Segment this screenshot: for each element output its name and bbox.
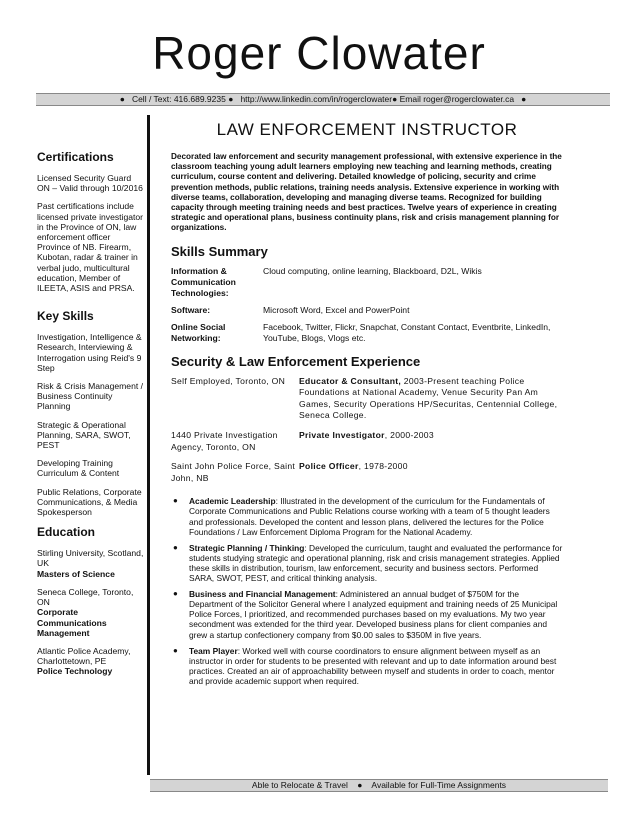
achievement-text: : Administered an annual budget of $750M for the Department of the Solicitor General where I analyzed equipment and training needs of 25 Municipal Police Forces, I prioritized, and recommended purchases based on my evaluations. My two year secondment was extended for the third year. Developed business plans for client companies and grew a startup confectionery company from $0.00 sales to $350M in five years. <box>189 589 558 640</box>
achievement-heading: Strategic Planning / Thinking <box>189 542 305 553</box>
employer: Saint John Police Force, Saint John, NB <box>171 461 296 483</box>
contact-linkedin-link[interactable]: http://www.linkedin.com/in/rogerclowater <box>240 94 393 104</box>
certifications-heading: Certifications <box>37 150 114 164</box>
table-row <box>171 322 563 350</box>
education-item <box>37 646 145 677</box>
footer-bar <box>150 779 608 792</box>
candidate-name: Roger Clowater <box>152 27 486 79</box>
table-row <box>171 461 563 492</box>
key-skill-item: Developing Training Curriculum & Content <box>37 458 120 479</box>
education-degree: Corporate Communications Management <box>37 607 107 638</box>
right-column <box>171 120 563 692</box>
position <box>299 376 563 430</box>
bullet-icon: ● <box>173 645 178 655</box>
key-skill-item: Strategic & Operational Planning, SARA, SWOT, PEST <box>37 419 131 451</box>
education-school: Stirling University, Scotland, UK <box>37 548 144 569</box>
table-row <box>171 305 563 322</box>
role-detail: 2003-Present teaching Police Foundations at National Academy, Venue Security Pan Am Games, Security Operations HP/Securitas, Centennial College, Seneca College. <box>299 375 558 421</box>
job-title: LAW ENFORCEMENT INSTRUCTOR <box>216 120 518 139</box>
role-detail: , 1978-2000 <box>358 461 408 472</box>
education-item <box>37 548 145 579</box>
table-row <box>171 376 563 430</box>
bullet-icon: ● <box>357 780 363 790</box>
certification-item: Past certifications include licensed private investigator in the Province of ON, law enforcement officer Province of NB. Firearm, Kubotan, radar & trainer in verbal judo, multicultural education, Member of ILEETA, ASIS and PRSA. <box>37 201 144 294</box>
education-heading: Education <box>37 525 96 540</box>
role-detail: , 2000-2003 <box>384 430 434 440</box>
education-school: Atlantic Police Academy, Charlottetown, PE <box>37 645 131 667</box>
contact-email[interactable]: Email roger@rogerclowater.ca <box>399 94 515 104</box>
table-row <box>171 266 563 305</box>
achievement-text: : Worked well with course coordinators to ensure alignment between myself as an instructor in order for students to be presented with relevant and up to date information around best practices. Created an air of approachability between myself and students in order to coach, mentor and provide academic support when required. <box>189 645 557 686</box>
bullet-icon: ● <box>228 94 234 104</box>
list-item <box>171 589 563 639</box>
achievement-list <box>171 496 563 686</box>
skill-value: Cloud computing, online learning, Blackboard, D2L, Wikis <box>263 265 482 276</box>
bullet-icon: ● <box>392 94 398 104</box>
education-item <box>37 587 145 638</box>
education-school: Seneca College, Toronto, ON <box>37 586 134 608</box>
key-skill-item: Investigation, Intelligence & Research, Interviewing & Interrogation using Reid's 9 Step <box>37 332 142 373</box>
skills-table <box>171 266 563 350</box>
bullet-icon: ● <box>173 542 178 552</box>
left-column <box>37 150 145 685</box>
list-item <box>171 543 563 583</box>
footer-relocate: Able to Relocate & Travel <box>251 780 348 790</box>
skill-key: Information & Communication Technologies: <box>171 265 236 298</box>
employer: Self Employed, Toronto, ON <box>171 375 286 386</box>
achievement-heading: Academic Leadership <box>189 496 276 507</box>
contact-phone: Cell / Text: 416.689.9235 <box>131 94 226 104</box>
skill-key: Online Social Networking: <box>171 321 226 343</box>
key-skill-item: Risk & Crisis Management / Business Continuity Planning <box>37 381 144 412</box>
achievement-heading: Business and Financial Management <box>189 589 336 600</box>
bullet-icon: ● <box>521 94 527 104</box>
key-skills-heading: Key Skills <box>37 309 94 324</box>
skill-value: Facebook, Twitter, Flickr, Snapchat, Constant Contact, Eventbrite, LinkedIn, YouTube, Blogs, Vlogs etc. <box>263 321 551 343</box>
role-title: Police Officer <box>299 461 359 472</box>
bullet-icon: ● <box>173 496 178 506</box>
achievement-text: : Illustrated in the development of the curriculum for the Fundamentals of Corporate Communications and Public Relations course working with a team of 5 thought leaders and professionals. Developed the content and lesson plans, delivered the lectures for the Police Foundations / Law Enforcement Diploma Program for the National Academy. <box>189 496 550 537</box>
key-skill-item: Public Relations, Corporate Communications, & Media Spokesperson <box>37 486 142 518</box>
contact-bar <box>36 93 610 106</box>
experience-heading: Security & Law Enforcement Experience <box>171 353 421 369</box>
footer-availability: Available for Full-Time Assignments <box>371 780 507 790</box>
profile-summary: Decorated law enforcement and security management professional, with extensive experience in the classroom teaching young adult learners employing new teaching and learning methods, creating curriculum, course content and delivering. Detailed knowledge of policing, security and crime prevention methods, public relations, training needs analysis. Extensive experience in working with diverse teams, collaboration, developing and managing diverse teams. Recognized for building capacity through meeting training needs and best practices. Twelve years of experience in creating strategic and operational plans, business continuity plans, risk and crisis management planning for organizations. <box>171 152 562 233</box>
table-row <box>171 430 563 461</box>
column-divider <box>147 115 150 775</box>
position <box>299 461 563 492</box>
bullet-icon: ● <box>119 94 125 104</box>
bullet-icon: ● <box>173 589 178 599</box>
education-degree: Masters of Science <box>37 568 115 579</box>
role-title: Educator & Consultant, <box>299 375 402 386</box>
skills-summary-heading: Skills Summary <box>171 243 268 259</box>
experience-table <box>171 376 563 493</box>
achievement-heading: Team Player <box>189 645 238 656</box>
education-degree: Police Technology <box>37 666 113 677</box>
skill-key: Software: <box>171 304 211 315</box>
skill-value: Microsoft Word, Excel and PowerPoint <box>263 304 410 315</box>
list-item <box>171 496 563 536</box>
position <box>299 430 563 461</box>
employer: 1440 Private Investigation Agency, Toronto, ON <box>171 430 278 452</box>
certification-item: Licensed Security Guard ON – Valid through 10/2016 <box>37 173 143 194</box>
list-item <box>171 646 563 686</box>
role-title: Private Investigator <box>299 430 385 440</box>
achievement-text: : Developed the curriculum, taught and evaluated the performance for students studying strategic and operational planning, risk and crisis management strategies. Applied these skills in distribution, tourism, law enforcement, security and business sectors. Performed SARA, SWOT, PEST, and critical thinking analysis. <box>189 542 563 584</box>
